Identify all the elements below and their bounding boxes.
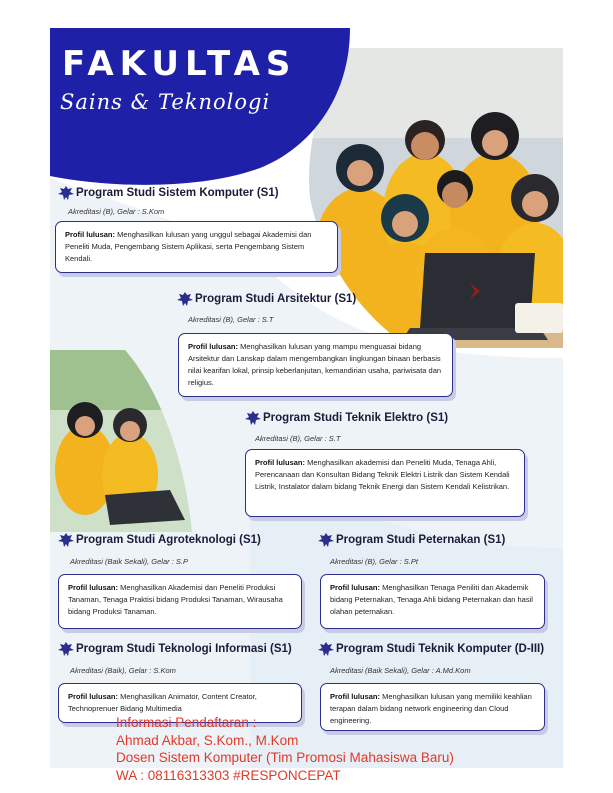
program-title: Program Studi Teknik Komputer (D-III): [318, 642, 544, 656]
university-logo-icon: [318, 533, 334, 547]
students-laptop-photo: [50, 350, 192, 532]
program-profile-box: Profil lulusan: Menghasilkan lulusan yang memiliki keahlian terapan dalam bidang network engineering dan Cloud engineering.: [320, 683, 545, 731]
program-profile-box: Profil lulusan: Menghasilkan Animator, Content Creator, Technoprenuer Bidang Multimedia: [58, 683, 302, 723]
program-title: Program Studi Teknologi Informasi (S1): [58, 642, 292, 656]
program-accreditation: Akreditasi (B), Gelar : S.T: [255, 434, 341, 443]
university-logo-icon: [245, 411, 261, 425]
profile-text: Menghasilkan Animator, Content Creator, Technoprenuer Bidang Multimedia: [68, 692, 257, 713]
program-title: Program Studi Agroteknologi (S1): [58, 533, 261, 547]
profile-text: Menghasilkan lulusan yang mampu menguasai bidang Arsitektur dan Lanskap dalam mengembangkan lingkungan binaan berbasis nilai kearifan lokal, prinsip keberlanjutan, kemandirian usaha, pariwisata dan religius.: [188, 342, 442, 387]
program-title: Program Studi Peternakan (S1): [318, 533, 505, 547]
program-profile-box: Profil lulusan: Menghasilkan lulusan yang mampu menguasai bidang Arsitektur dan Lanskap dalam mengembangkan lingkungan binaan berbasis nilai kearifan lokal, prinsip keberlanjutan, kemandirian usaha, pariwisata dan religius.: [178, 333, 453, 397]
university-logo-icon: [58, 186, 74, 200]
university-logo-icon: [58, 642, 74, 656]
registration-contact: [116, 714, 454, 784]
page-subtitle: Sains & Teknologi: [60, 90, 271, 114]
profile-text: Menghasilkan lulusan yang unggul sebagai Akademisi dan Peneliti Muda, Pengembang Sistem Aplikasi, serta Pengembang Sistem Kendali.: [65, 230, 312, 263]
program-accreditation: Akreditasi (Baik Sekali), Gelar : S.P: [70, 557, 188, 566]
profile-text: Menghasilkan akademisi dan Peneliti Muda, Tenaga Ahli, Perencanaan dan Konsultan Bidang Teknik Elektri Listrik dan Sistem Kendali Listrik, Instalator dalam bidang Teknik Energi dan Sistem Kendali Kelistrikan.: [255, 458, 510, 491]
program-title: Program Studi Teknik Elektro (S1): [245, 411, 448, 425]
university-logo-icon: [318, 642, 334, 656]
program-accreditation: Akreditasi (B), Gelar : S.Pt: [330, 557, 418, 566]
program-title: Program Studi Arsitektur (S1): [177, 292, 356, 306]
program-accreditation: Akreditasi (Baik), Gelar : S.Kom: [70, 666, 176, 675]
program-accreditation: Akreditasi (B), Gelar : S.T: [188, 315, 274, 324]
profile-text: Menghasilkan Akademisi dan Peneliti Produksi Tanaman, Tenaga Praktisi bidang Produksi Tanaman, Wirausaha bidang Produksi Tanaman.: [68, 583, 283, 616]
program-accreditation: Akreditasi (Baik Sekali), Gelar : A.Md.Kom: [330, 666, 471, 675]
program-profile-box: Profil lulusan: Menghasilkan Tenaga Peniliti dan Akademik bidang Peternakan, Tenaga Ahli bidang Peternakan dan hasil olahan peternakan.: [320, 574, 545, 629]
page-title: FAKULTAS: [62, 44, 297, 84]
profile-text: Menghasilkan lulusan yang memiliki keahlian terapan dalam bidang network engineering dan Cloud engineering.: [330, 692, 532, 725]
contact-heading: Informasi Pendaftaran :: [116, 715, 257, 730]
poster: [50, 28, 563, 768]
contact-name: Ahmad Akbar, S.Kom., M.Kom: [116, 732, 299, 748]
program-title: Program Studi Sistem Komputer (S1): [58, 186, 279, 200]
program-profile-box: Profil lulusan: Menghasilkan lulusan yang unggul sebagai Akademisi dan Peneliti Muda, Pengembang Sistem Aplikasi, serta Pengembang Sistem Kendali.: [55, 221, 338, 273]
program-profile-box: Profil lulusan: Menghasilkan akademisi dan Peneliti Muda, Tenaga Ahli, Perencanaan dan Konsultan Bidang Teknik Elektri Listrik dan Sistem Kendali Listrik, Instalator dalam bidang Teknik Energi dan Sistem Kendali Kelistrikan.: [245, 449, 525, 517]
profile-text: Menghasilkan Tenaga Peniliti dan Akademik bidang Peternakan, Tenaga Ahli bidang Peternakan dan hasil olahan peternakan.: [330, 583, 533, 616]
university-logo-icon: [58, 533, 74, 547]
university-logo-icon: [177, 292, 193, 306]
program-accreditation: Akreditasi (B), Gelar : S.Kom: [68, 207, 165, 216]
contact-whatsapp[interactable]: WA : 08116313303 #RESPONCEPAT: [116, 767, 341, 783]
contact-role: Dosen Sistem Komputer (Tim Promosi Mahasiswa Baru): [116, 750, 454, 765]
program-profile-box: Profil lulusan: Menghasilkan Akademisi dan Peneliti Produksi Tanaman, Tenaga Praktisi bidang Produksi Tanaman, Wirausaha bidang Produksi Tanaman.: [58, 574, 302, 629]
